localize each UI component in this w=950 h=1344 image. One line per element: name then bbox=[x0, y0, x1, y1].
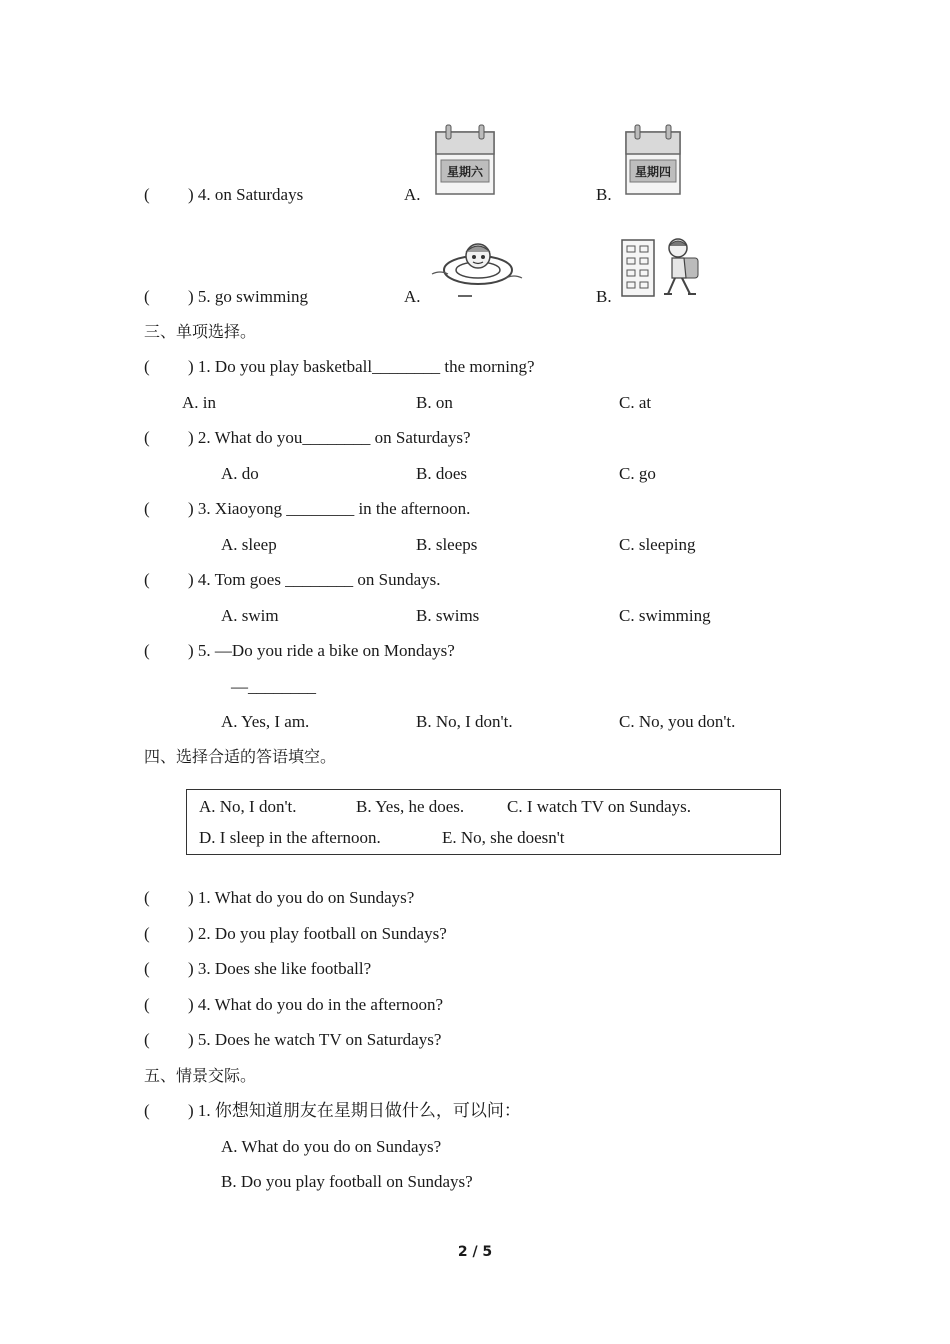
calendar-day-text: 星期四 bbox=[634, 165, 672, 179]
option-a[interactable]: A. in bbox=[182, 393, 216, 412]
page-number: 2 / 5 bbox=[457, 1244, 493, 1260]
option-a-label: A. bbox=[404, 185, 421, 204]
box-option: B. Yes, he does. bbox=[356, 797, 465, 816]
section-title: 五、情景交际。 bbox=[144, 1066, 257, 1085]
swimming-icon[interactable] bbox=[430, 236, 524, 302]
option-b-label: B. bbox=[596, 287, 612, 306]
question-stem: ) 3. Xiaoyong ________ in the afternoon. bbox=[188, 499, 471, 518]
option-c[interactable]: C. sleeping bbox=[619, 535, 696, 554]
option-a[interactable]: A. sleep bbox=[221, 535, 277, 554]
question-stem: ) 5. go swimming bbox=[188, 287, 308, 306]
answer-paren[interactable]: ( bbox=[144, 995, 150, 1014]
option-a[interactable]: A. What do you do on Sundays? bbox=[221, 1137, 442, 1156]
option-b[interactable]: B. does bbox=[416, 464, 467, 483]
answer-paren[interactable]: ( bbox=[144, 357, 150, 376]
option-b-label: B. bbox=[596, 185, 612, 204]
option-c[interactable]: C. at bbox=[619, 393, 652, 412]
option-b[interactable]: B. No, I don't. bbox=[416, 712, 513, 731]
answer-paren[interactable]: ( bbox=[144, 1101, 150, 1120]
boy-going-to-school-icon[interactable] bbox=[620, 236, 708, 302]
question-stem: ) 4. on Saturdays bbox=[188, 185, 304, 204]
option-c[interactable]: C. swimming bbox=[619, 606, 711, 625]
answer-paren[interactable]: ( bbox=[144, 888, 150, 907]
answer-blank[interactable]: —________ bbox=[231, 677, 316, 696]
answer-paren[interactable]: ( bbox=[144, 959, 150, 978]
option-b[interactable]: B. Do you play football on Sundays? bbox=[221, 1172, 473, 1191]
answer-paren[interactable]: ( bbox=[144, 924, 150, 943]
answer-paren[interactable]: ( bbox=[144, 185, 150, 204]
calendar-icon[interactable] bbox=[432, 124, 498, 198]
calendar-day-text: 星期六 bbox=[446, 165, 484, 179]
box-option: A. No, I don't. bbox=[199, 797, 297, 816]
answer-paren[interactable]: ( bbox=[144, 499, 150, 518]
question-stem: ) 5. —Do you ride a bike on Mondays? bbox=[188, 641, 455, 660]
answer-paren[interactable]: ( bbox=[144, 428, 150, 447]
section-title: 三、单项选择。 bbox=[144, 322, 257, 341]
option-a[interactable]: A. Yes, I am. bbox=[221, 712, 310, 731]
option-b[interactable]: B. swims bbox=[416, 606, 480, 625]
question-stem: ) 1. Do you play basketball________ the morning? bbox=[188, 357, 535, 376]
option-a-label: A. bbox=[404, 287, 421, 306]
question-stem: ) 2. What do you________ on Saturdays? bbox=[188, 428, 471, 447]
question-stem: ) 1. 你想知道朋友在星期日做什么，可以问： bbox=[188, 1101, 521, 1120]
answer-paren[interactable]: ( bbox=[144, 1030, 150, 1049]
option-c[interactable]: C. No, you don't. bbox=[619, 712, 736, 731]
option-b[interactable]: B. sleeps bbox=[416, 535, 478, 554]
question-stem: ) 5. Does he watch TV on Saturdays? bbox=[188, 1030, 442, 1049]
option-b[interactable]: B. on bbox=[416, 393, 453, 412]
box-option: C. I watch TV on Sundays. bbox=[507, 797, 692, 816]
question-stem: ) 4. Tom goes ________ on Sundays. bbox=[188, 570, 441, 589]
box-option: E. No, she doesn't bbox=[442, 828, 565, 847]
option-a[interactable]: A. swim bbox=[221, 606, 279, 625]
option-a[interactable]: A. do bbox=[221, 464, 259, 483]
section-title: 四、选择合适的答语填空。 bbox=[144, 747, 337, 766]
question-stem: ) 4. What do you do in the afternoon? bbox=[188, 995, 444, 1014]
answer-paren[interactable]: ( bbox=[144, 641, 150, 660]
calendar-icon[interactable] bbox=[622, 124, 684, 198]
answer-paren[interactable]: ( bbox=[144, 570, 150, 589]
question-stem: ) 2. Do you play football on Sundays? bbox=[188, 924, 447, 943]
question-stem: ) 3. Does she like football? bbox=[188, 959, 372, 978]
box-option: D. I sleep in the afternoon. bbox=[199, 828, 381, 847]
question-stem: ) 1. What do you do on Sundays? bbox=[188, 888, 415, 907]
option-c[interactable]: C. go bbox=[619, 464, 656, 483]
answer-paren[interactable]: ( bbox=[144, 287, 150, 306]
